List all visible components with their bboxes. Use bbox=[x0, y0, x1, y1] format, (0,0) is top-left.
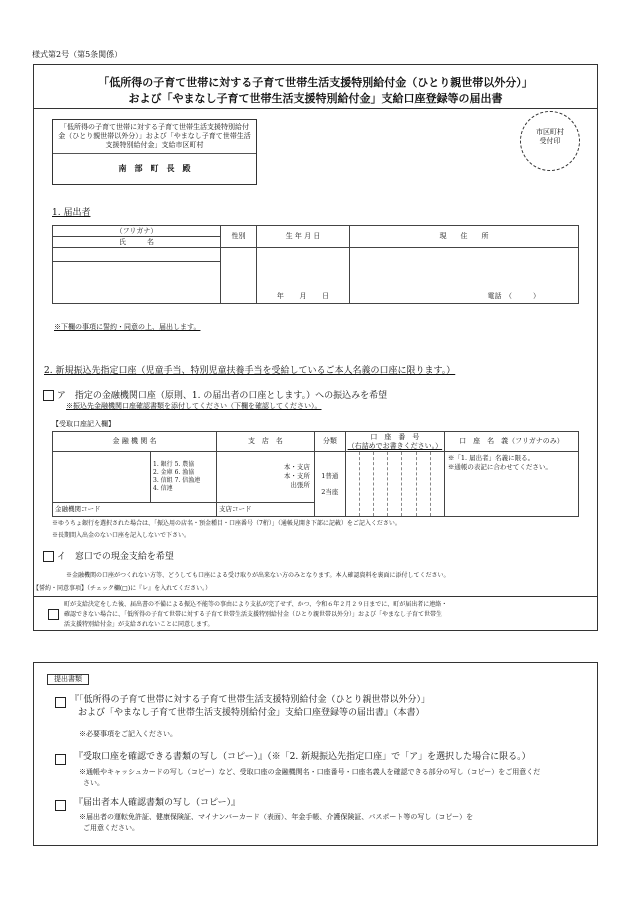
name-header: 氏 名 bbox=[53, 237, 221, 248]
form-title-line2: および「やまなし子育て世帯生活支援特別給付金」支給口座登録等の届出書 bbox=[128, 92, 503, 105]
pledge-checkbox[interactable] bbox=[48, 609, 59, 620]
doc3-note-line1: ※届出者の運転免許証、健康保険証、マイナンバーカード（表面）、年金手帳、介護保険証、パスポート等の写し（コピー）を bbox=[79, 813, 474, 821]
bank-type-options: 1. 銀行 5. 農協 2. 金庫 6. 漁協 3. 信組 7. 信漁連 4. 信連 bbox=[151, 452, 217, 503]
holder-note2: ※通帳の表記に合わせてください。 bbox=[447, 463, 552, 471]
doc2-checkbox[interactable] bbox=[55, 754, 66, 765]
dob-field[interactable] bbox=[257, 248, 350, 304]
stamp-line1: 市区町村 bbox=[536, 128, 564, 136]
dob-month-label: 月 bbox=[299, 292, 307, 300]
option-a-label: ア 指定の金融機関口座（原則、1. の届出者の口座とします。）への振込みを希望 bbox=[56, 391, 388, 401]
doc1-title-line2: および「やまなし子育て世帯生活支援特別給付金」支給口座登録等の届出書』（本書） bbox=[78, 708, 425, 718]
account-holder-field[interactable] bbox=[444, 452, 578, 517]
doc3-note-line2: ご用意ください。 bbox=[83, 824, 139, 832]
dob-header: 生 年 月 日 bbox=[257, 226, 350, 248]
dob-year-label: 年 bbox=[276, 292, 284, 300]
branch-code-label: 支店コード bbox=[219, 504, 252, 513]
gender-header: 性別 bbox=[221, 226, 257, 248]
account-number-field[interactable] bbox=[345, 452, 444, 517]
option-i-checkbox[interactable] bbox=[43, 551, 54, 562]
doc1-note: ※必要事項をご記入ください。 bbox=[79, 730, 177, 738]
pledge-divider bbox=[33, 596, 598, 597]
address-field[interactable] bbox=[350, 248, 579, 304]
dob-day-label: 日 bbox=[322, 292, 330, 300]
option-i-label: イ 窓口での現金支給を希望 bbox=[56, 552, 174, 562]
addressee: 南 部 町 長 殿 bbox=[118, 163, 191, 173]
section2-heading: 2. 新規振込先指定口座（児童手当、特別児童扶養手当を受給しているご本人名義の口座に限ります。） bbox=[44, 366, 456, 376]
bank-name-header: 金 融 機 関 名 bbox=[53, 432, 217, 452]
doc1-title-line1: 『「低所得の子育て世帯に対する子育て世帯生活支援特別給付金（ひとり親世帯以外分）」 bbox=[70, 695, 431, 705]
account-number-header bbox=[345, 432, 444, 452]
reception-stamp bbox=[520, 111, 580, 171]
branch-type-options: 本・支店 本・支所 出張所 bbox=[217, 452, 315, 503]
form-title-line1: 「低所得の子育て世帯に対する子育て世帯生活支援特別給付金（ひとり親世帯以外分）」 bbox=[98, 76, 533, 89]
holder-note1: ※「1. 届出者」名義に限る。 bbox=[447, 454, 535, 462]
branch-name-header: 支 店 名 bbox=[217, 432, 315, 452]
dormant-account-note: ※長期間入出金のない口座を記入しないで下さい。 bbox=[52, 532, 191, 539]
address-header: 現 住 所 bbox=[350, 226, 579, 248]
furigana-header: （フリガナ） bbox=[53, 226, 221, 237]
option-a-row bbox=[43, 390, 387, 402]
option-a-checkbox[interactable] bbox=[43, 390, 54, 401]
doc3-title: 『届出者本人確認書類の写し（コピー）』 bbox=[74, 798, 241, 808]
section1-heading: 1. 届出者 bbox=[52, 208, 91, 218]
doc2-title: 『受取口座を確認できる書類の写し（コピー）』（※「2. 新規振込先指定口座」で「ア」を選択した場合に限る。） bbox=[74, 752, 531, 762]
doc2-note-line1: ※通帳やキャッシュカードの写し（コピー）など、受取口座の金融機関名・口座番号・口座名義人を確認できる部分の写し（コピー）をご用意くだ bbox=[79, 768, 541, 776]
account-table bbox=[52, 431, 579, 517]
recipient-line1: 「低所得の子育て世帯に対する子育て世帯生活支援特別給付 bbox=[60, 123, 249, 131]
pledge-text-line3: 活支援特別給付金」が支給されないことに同意します。 bbox=[64, 621, 214, 628]
account-type-header: 分類 bbox=[314, 432, 345, 452]
documents-heading: 提出書類 bbox=[47, 674, 89, 685]
title-divider bbox=[33, 108, 598, 109]
form-number: 様式第2号（第5条関係） bbox=[32, 50, 123, 59]
option-a-note: ※振込先金融機関口座確認書類を添付してください（下欄を確認してください）。 bbox=[66, 402, 322, 410]
account-number-title: 口 座 番 号 bbox=[370, 432, 420, 441]
account-type-options[interactable]: 1普通 2当座 bbox=[314, 452, 345, 517]
name-field[interactable] bbox=[53, 262, 221, 304]
pledge-reference-note: ※下欄の事項に誓約・同意の上、届出します。 bbox=[54, 323, 201, 331]
doc3-checkbox[interactable] bbox=[55, 800, 66, 811]
branch-code-field[interactable] bbox=[217, 502, 315, 516]
bank-name-field[interactable] bbox=[53, 452, 151, 503]
account-holder-header: 口 座 名 義（フリガナのみ） bbox=[444, 432, 578, 452]
applicant-table bbox=[52, 225, 579, 304]
recipient-line2: 金（ひとり親世帯以外分）」および「やまなし子育て世帯生活 bbox=[58, 132, 251, 140]
account-number-sub: （右詰めでお書きください。） bbox=[347, 441, 443, 450]
phone-label: 電話 （ ） bbox=[487, 292, 540, 300]
yucho-note: ※ゆうちょ銀行を選択された場合は、「振込用の店名・預金種目・口座番号（7桁）」（通帳見開き下部に記載）をご記入ください。 bbox=[52, 520, 401, 527]
furigana-field[interactable] bbox=[53, 248, 221, 262]
pledge-text-line2: 確認できない場合に、「低所得の子育て世帯に対する子育て世帯生活支援特別給付金（ひとり親世帯以外分）」および「やまなし子育て世帯生 bbox=[64, 611, 443, 618]
recipient-box bbox=[52, 119, 257, 185]
bank-code-label: 金融機関コード bbox=[55, 504, 101, 513]
option-i-note: ※金融機関の口座がつくれない方等、どうしても口座による受け取りが出来ない方のみとなります。本人確認資料を裏面に添付してください。 bbox=[66, 572, 450, 579]
doc2-note-line2: さい。 bbox=[83, 779, 104, 787]
recipient-line3: 支援特別給付金」支給市区町村 bbox=[105, 141, 204, 149]
bank-code-field[interactable] bbox=[53, 502, 217, 516]
stamp-line2: 受付印 bbox=[539, 137, 561, 145]
option-i-row bbox=[43, 551, 174, 563]
gender-field[interactable] bbox=[221, 248, 257, 304]
doc1-checkbox[interactable] bbox=[55, 697, 66, 708]
account-section-label: 【受取口座記入欄】 bbox=[52, 420, 115, 428]
pledge-heading: 【誓約・同意事項】（チェック欄(□)に『レ』を入れてください。） bbox=[33, 585, 212, 592]
pledge-text-line1: 町が支給決定をした後、届出書の不備による振込不能等の事由により支払が完了せず、かつ、令和６年２月２９日までに、町が届出者に連絡・ bbox=[64, 601, 448, 608]
